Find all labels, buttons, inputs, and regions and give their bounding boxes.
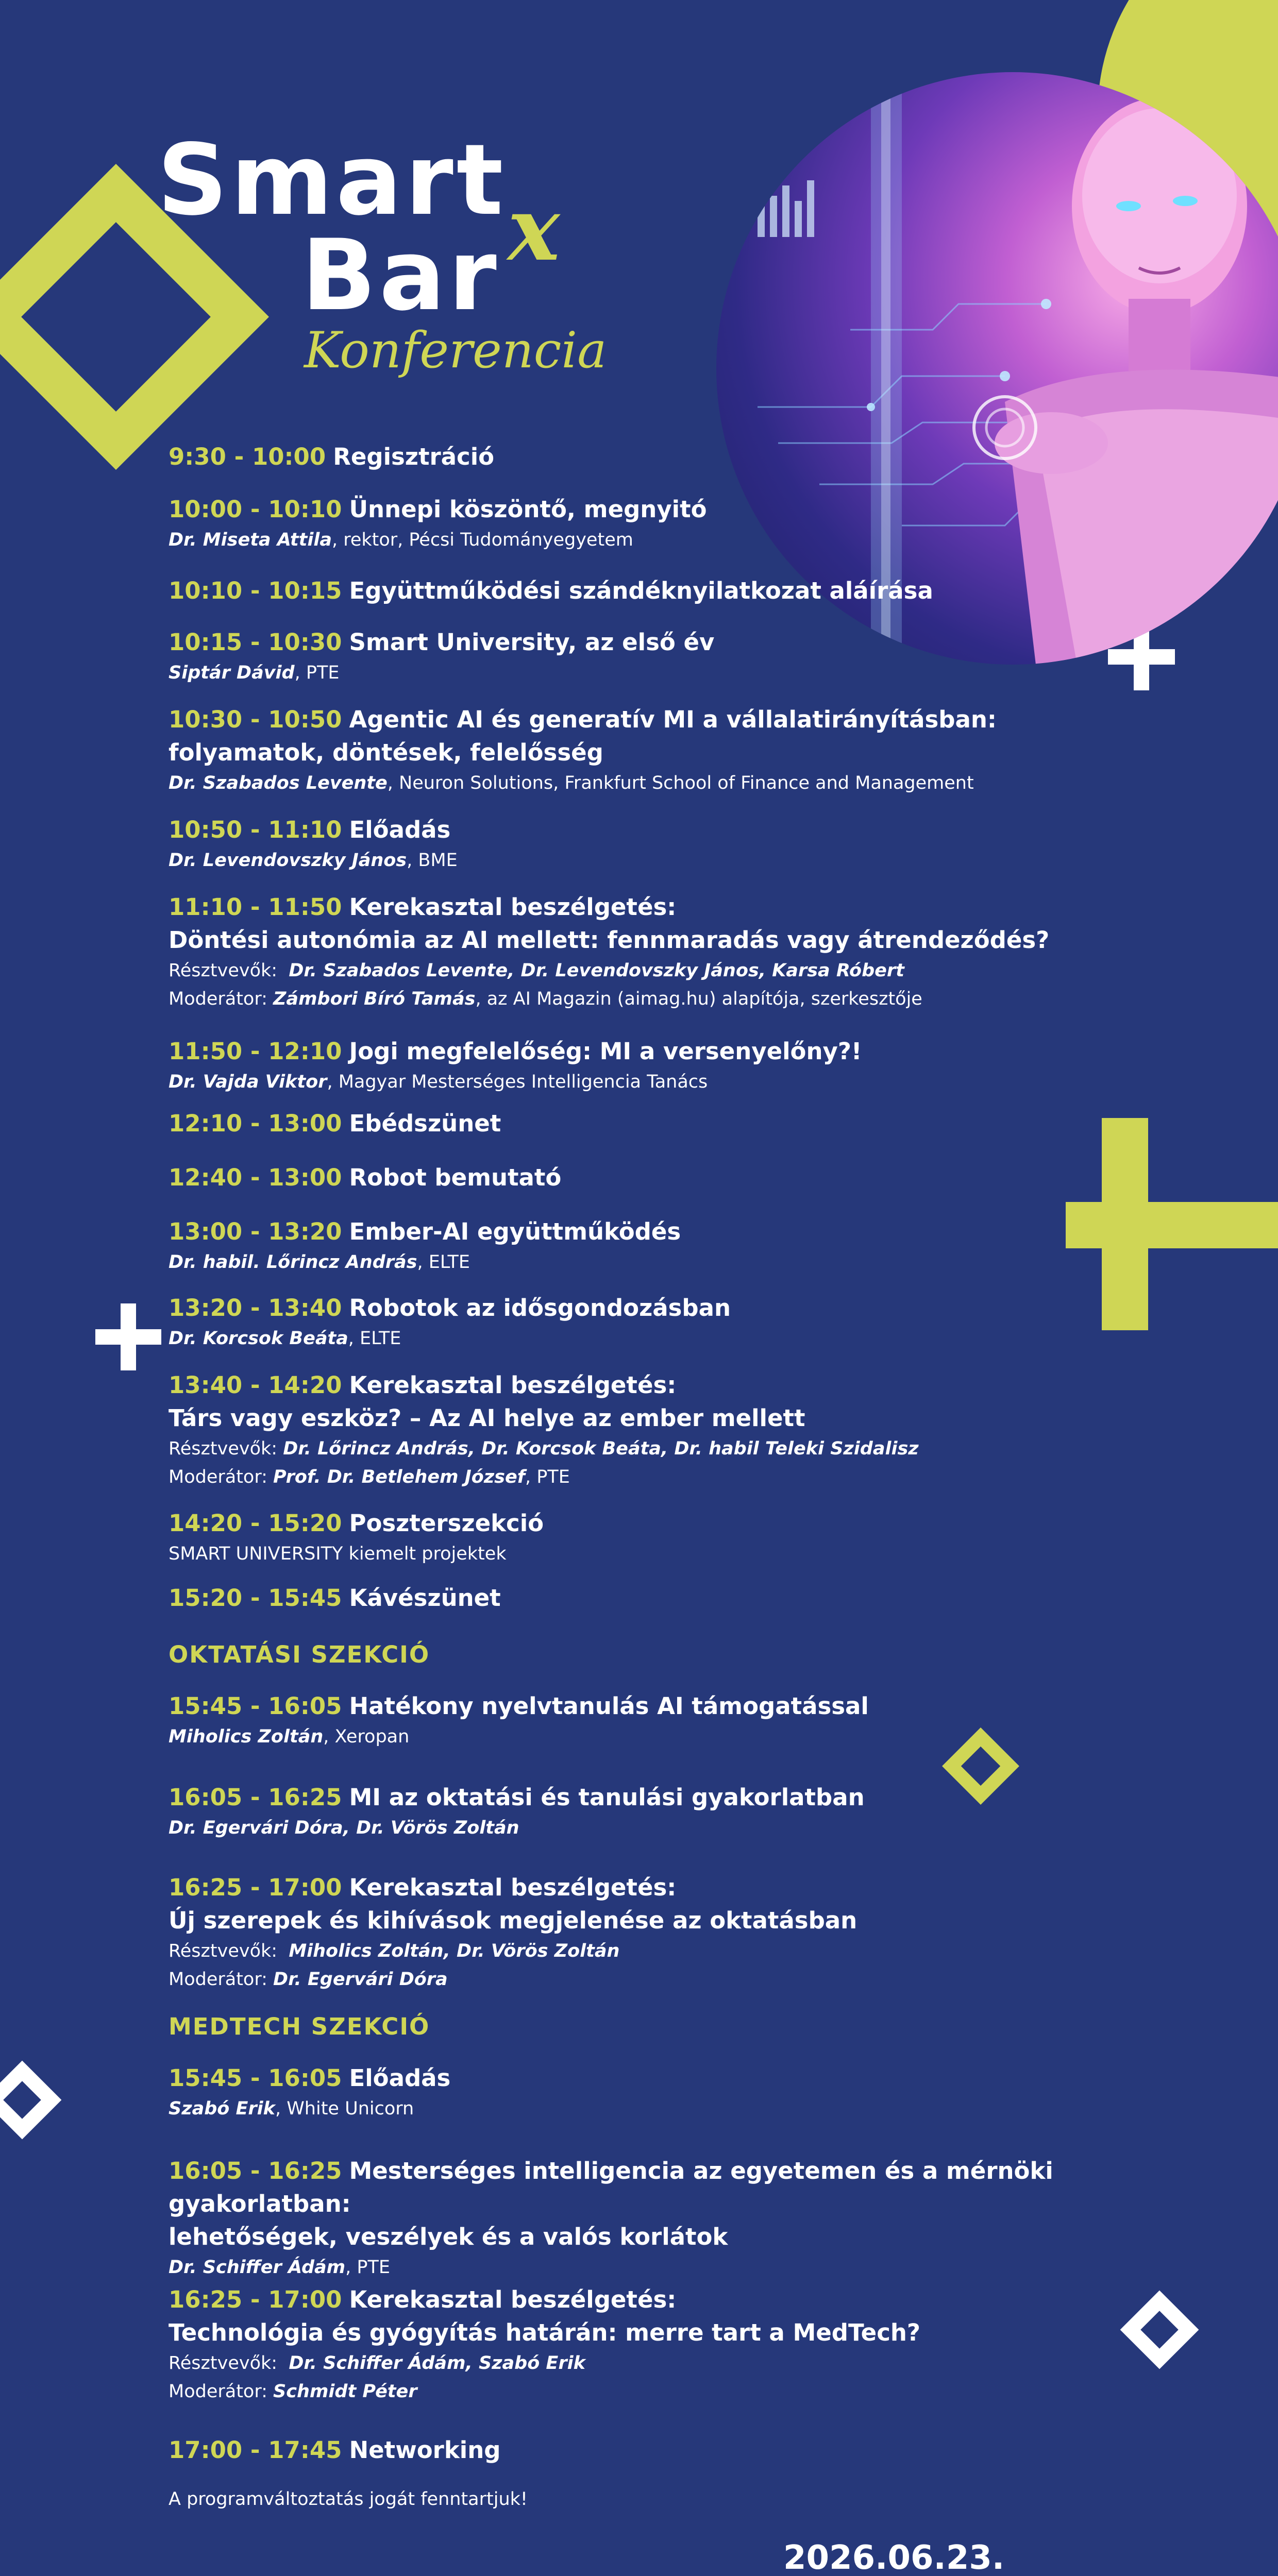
item-time: 13:20 - 13:40: [169, 1294, 342, 1321]
item-time: 13:40 - 14:20: [169, 1371, 342, 1399]
item-time: 13:00 - 13:20: [169, 1218, 342, 1245]
brand-title-smart: Smart: [157, 123, 507, 237]
item-time: 11:50 - 12:10: [169, 1038, 342, 1065]
participants-names: Dr. Schiffer Ádám, Szabó Erik: [289, 2353, 585, 2374]
item-time: 15:45 - 16:05: [169, 2064, 342, 2092]
speaker-affiliation: , ELTE: [417, 1252, 470, 1273]
item-time: 11:10 - 11:50: [169, 893, 342, 921]
item-title-line2: Döntési autonómia az AI mellett: fennmaradás vagy átrendeződés?: [169, 926, 1050, 954]
item-title: Hatékony nyelvtanulás AI támogatással: [349, 1692, 869, 1720]
participants-label: Résztvevők:: [169, 960, 278, 981]
item-title: Kerekasztal beszélgetés:: [349, 1874, 677, 1901]
item-title-line2: Új szerepek és kihívások megjelenése az oktatásban: [169, 1907, 857, 1934]
item-time: 15:20 - 15:45: [169, 1584, 342, 1612]
program-item: [169, 891, 1148, 1035]
item-title: Kerekasztal beszélgetés:: [349, 893, 677, 921]
program-item: [169, 1690, 1148, 1781]
moderator-name: Zámbori Bíró Tamás: [273, 989, 476, 1009]
item-title: Poszterszekció: [349, 1510, 544, 1537]
disclaimer-note: A programváltoztatás jogát fenntartjuk!: [169, 2489, 528, 2510]
participants-label: Résztvevők:: [169, 2353, 278, 2374]
program-item: [169, 2062, 1148, 2155]
program-item: [169, 1871, 1148, 2010]
participants-label: Résztvevők:: [169, 1941, 278, 1961]
participants-label: Résztvevők:: [169, 1438, 278, 1459]
program-item: [169, 440, 1148, 493]
speaker-affiliation: , Magyar Mesterséges Intelligencia Tanács: [327, 1072, 708, 1092]
event-date: 2026.06.23.: [783, 2539, 1005, 2576]
speaker-affiliation: , PTE: [345, 2257, 391, 2278]
program-item: [169, 1507, 1148, 1582]
speaker-name: Dr. Szabados Levente: [169, 773, 388, 793]
program-item: [169, 814, 1148, 891]
item-time: 9:30 - 10:00: [169, 443, 326, 470]
item-title: Előadás: [349, 816, 451, 843]
item-time: 10:10 - 10:15: [169, 577, 342, 604]
item-title: Kerekasztal beszélgetés:: [349, 1371, 677, 1399]
speaker-name: Szabó Erik: [169, 2098, 275, 2119]
speaker-name: Siptár Dávid: [169, 663, 295, 683]
program-item: [169, 1215, 1148, 1292]
speaker-affiliation: , Neuron Solutions, Frankfurt School of Finance and Management: [387, 773, 974, 793]
item-title-line2: folyamatok, döntések, felelősség: [169, 739, 603, 766]
program-item: [169, 2155, 1148, 2283]
item-title: Kávészünet: [349, 1584, 501, 1612]
speaker-affiliation: , White Unicorn: [275, 2098, 414, 2119]
program-item: [169, 1035, 1148, 1107]
item-time: 16:25 - 17:00: [169, 1874, 342, 1901]
speaker-affiliation: , Xeropan: [323, 1726, 410, 1747]
section-heading-education: [169, 1638, 1148, 1690]
program-item-networking: [169, 2434, 1148, 2485]
speaker-name: Dr. habil. Lőrincz András: [169, 1252, 417, 1273]
item-time: 10:00 - 10:10: [169, 496, 342, 523]
item-title: Ember-AI együttműködés: [349, 1218, 681, 1245]
item-title: Ünnepi köszöntő, megnyitó: [349, 496, 707, 523]
moderator-label: Moderátor:: [169, 1969, 267, 1990]
participants-names: Dr. Szabados Levente, Dr. Levendovszky János, Karsa Róbert: [289, 960, 904, 981]
program-item: [169, 703, 1148, 814]
moderator-label: Moderátor:: [169, 2381, 267, 2402]
item-title: Jogi megfelelőség: MI a versenyelőny?!: [349, 1038, 862, 1065]
item-title: Mesterséges intelligencia az egyetemen és a mérnöki gyakorlatban:: [169, 2157, 1053, 2217]
moderator-name: Dr. Egervári Dóra: [273, 1969, 448, 1990]
item-title: Networking: [349, 2436, 501, 2464]
item-title-line2: Technológia és gyógyítás határán: merre tart a MedTech?: [169, 2319, 921, 2346]
plus-icon-small-left: [95, 1303, 161, 1370]
program-item: [169, 1582, 1148, 1638]
brand-title-bar: Bar: [301, 218, 500, 332]
speaker-affiliation: , rektor, Pécsi Tudományegyetem: [331, 530, 633, 550]
program-item: [169, 1161, 1148, 1215]
item-time: 12:10 - 13:00: [169, 1110, 342, 1137]
program-list: [169, 440, 1148, 2514]
speaker-name: Dr. Miseta Attila: [169, 530, 332, 550]
item-title-line2: Társ vagy eszköz? – Az AI helye az ember mellett: [169, 1404, 805, 1432]
item-description: SMART UNIVERSITY kiemelt projektek: [169, 1544, 507, 1564]
brand-title-x: x: [508, 178, 560, 281]
moderator-name: Schmidt Péter: [273, 2381, 417, 2402]
diamond-shape-small-white-left: [0, 2071, 52, 2129]
item-time: 16:05 - 16:25: [169, 2157, 342, 2184]
item-time: 14:20 - 15:20: [169, 1510, 342, 1537]
speaker-name: Dr. Egervári Dóra, Dr. Vörös Zoltán: [169, 1818, 519, 1838]
item-title: Előadás: [349, 2064, 451, 2092]
speaker-name: Dr. Korcsok Beáta: [169, 1328, 348, 1349]
item-time: 17:00 - 17:45: [169, 2436, 342, 2464]
participants-names: Dr. Lőrincz András, Dr. Korcsok Beáta, Dr. habil Teleki Szidalisz: [283, 1438, 919, 1459]
item-title: Együttműködési szándéknyilatkozat aláírása: [349, 577, 933, 604]
participants-names: Miholics Zoltán, Dr. Vörös Zoltán: [289, 1941, 620, 1961]
item-time: 16:25 - 17:00: [169, 2286, 342, 2313]
brand-subtitle: Konferencia: [304, 321, 607, 379]
item-title: Kerekasztal beszélgetés:: [349, 2286, 677, 2313]
section-heading-medtech: [169, 2010, 1148, 2062]
program-item: [169, 2283, 1148, 2434]
item-time: 12:40 - 13:00: [169, 1164, 342, 1191]
moderator-label: Moderátor:: [169, 1467, 267, 1487]
program-item: [169, 1292, 1148, 1369]
item-title: Smart University, az első év: [349, 629, 715, 656]
program-item: [169, 1369, 1148, 1507]
speaker-affiliation: , ELTE: [348, 1328, 401, 1349]
item-time: 10:50 - 11:10: [169, 816, 342, 843]
item-time: 10:30 - 10:50: [169, 706, 342, 733]
speaker-name: Miholics Zoltán: [169, 1726, 324, 1747]
item-title: MI az oktatási és tanulási gyakorlatban: [349, 1784, 865, 1811]
program-item: [169, 1107, 1148, 1161]
item-title: Agentic AI és generatív MI a vállalatirányításban:: [349, 706, 997, 733]
item-title: Regisztráció: [333, 443, 495, 470]
speaker-name: Dr. Levendovszky János: [169, 850, 407, 871]
item-time: 10:15 - 10:30: [169, 629, 342, 656]
item-time: 16:05 - 16:25: [169, 1784, 342, 1811]
moderator-label: Moderátor:: [169, 989, 267, 1009]
speaker-affiliation: , PTE: [294, 663, 340, 683]
item-title: Robotok az idősgondozásban: [349, 1294, 731, 1321]
speaker-name: Dr. Vajda Viktor: [169, 1072, 327, 1092]
moderator-affiliation: , PTE: [525, 1467, 570, 1487]
program-item: [169, 1781, 1148, 1871]
section-title: MEDTECH SZEKCIÓ: [169, 2013, 430, 2040]
speaker-affiliation: , BME: [407, 850, 458, 871]
item-title: Ebédszünet: [349, 1110, 501, 1137]
program-item: [169, 493, 1148, 574]
item-time: 15:45 - 16:05: [169, 1692, 342, 1720]
item-title-line2: lehetőségek, veszélyek és a valós korlátok: [169, 2223, 728, 2250]
item-title: Robot bemutató: [349, 1164, 562, 1191]
section-title: OKTATÁSI SZEKCIÓ: [169, 1641, 430, 1668]
moderator-name: Prof. Dr. Betlehem József: [273, 1467, 525, 1487]
program-item: [169, 626, 1148, 703]
speaker-name: Dr. Schiffer Ádám: [169, 2257, 346, 2278]
program-item: [169, 574, 1148, 626]
moderator-affiliation: , az AI Magazin (aimag.hu) alapítója, szerkesztője: [475, 989, 922, 1009]
